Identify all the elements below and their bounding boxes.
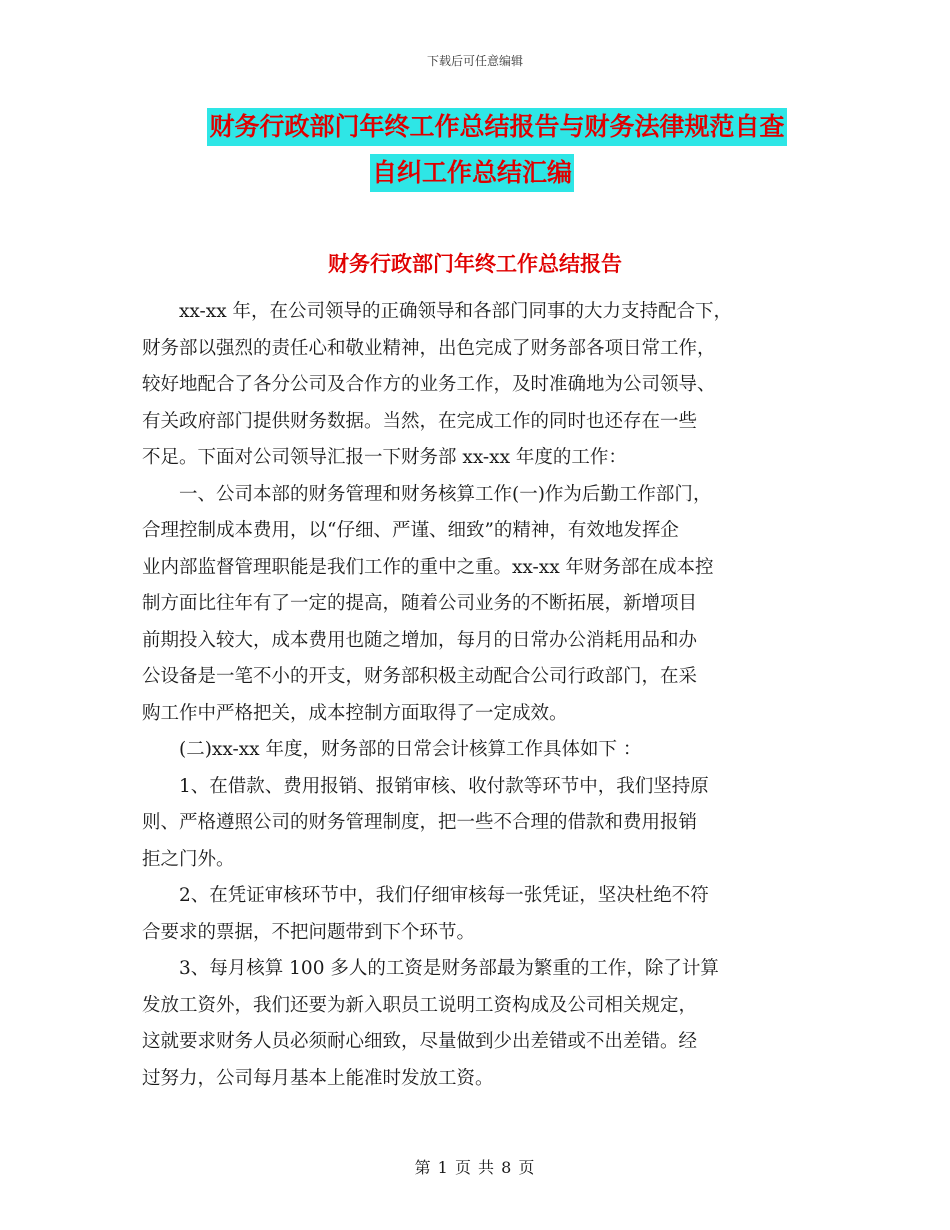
paragraph xyxy=(142,878,832,951)
page-footer: 第 1 页 共 8 页 xyxy=(414,1158,536,1177)
paragraph-line: 有关政府部门提供财务数据。当然，在完成工作的同时也还存在一些 xyxy=(142,410,698,432)
paragraph-line: 一、公司本部的财务管理和财务核算工作(一)作为后勤工作部门， xyxy=(179,483,712,505)
paragraph xyxy=(142,294,832,477)
paragraph-line: 较好地配合了各分公司及合作方的业务工作，及时准确地为公司领导、 xyxy=(142,374,716,395)
paragraph-line: 拒之门外。 xyxy=(142,848,235,870)
paragraph-line: 则、严格遵照公司的财务管理制度，把一些不合理的借款和费用报销 xyxy=(142,812,698,833)
paragraph xyxy=(142,951,832,1097)
paragraph-line: (二)xx-xx 年度，财务部的日常会计核算工作具体如下 ： xyxy=(179,739,642,760)
paragraph-line: 财务部以强烈的责任心和敬业精神，出色完成了财务部各项日常工作， xyxy=(142,337,716,359)
paragraph xyxy=(142,477,832,733)
paragraph-line: 合理控制成本费用，以“仔细、严谨、细致”的精神，有效地发挥企 xyxy=(142,520,679,541)
paragraph-line: 3、每月核算 100 多人的工资是财务部最为繁重的工作，除了计算 xyxy=(179,958,719,979)
title-line-1: 财务行政部门年终工作总结报告与财务法律规范自查 xyxy=(207,108,786,146)
paragraph xyxy=(142,769,832,879)
paragraph-line: 合要求的票据，不把问题带到下个环节。 xyxy=(142,921,476,943)
section-title: 财务行政部门年终工作总结报告 xyxy=(328,252,622,276)
document-title xyxy=(0,108,950,192)
title-line-2: 自纠工作总结汇编 xyxy=(370,154,574,192)
paragraph-line: 不足。下面对公司领导汇报一下财务部 xx-xx 年度的工作： xyxy=(142,447,627,468)
paragraph-line: 这就要求财务人员必须耐心细致，尽量做到少出差错或不出差错。经 xyxy=(142,1031,698,1052)
paragraph-line: 2、在凭证审核环节中，我们仔细审核每一张凭证，坚决杜绝不符 xyxy=(179,885,709,906)
paragraph-line: 1、在借款、费用报销、报销审核、收付款等环节中，我们坚持原 xyxy=(179,775,709,797)
paragraph-line: 公设备是一笔不小的开支，财务部积极主动配合公司行政部门，在采 xyxy=(142,666,698,687)
paragraph-line: 过努力，公司每月基本上能准时发放工资。 xyxy=(142,1067,494,1089)
page-header: 下载后可任意编辑 xyxy=(426,54,523,68)
document-body xyxy=(142,294,832,1097)
paragraph-line: 发放工资外，我们还要为新入职员工说明工资构成及公司相关规定， xyxy=(142,994,698,1016)
paragraph-line: 前期投入较大，成本费用也随之增加，每月的日常办公消耗用品和办 xyxy=(142,629,698,651)
paragraph-line: 制方面比往年有了一定的提高，随着公司业务的不断拓展，新增项目 xyxy=(142,593,698,614)
paragraph-line: 业内部监督管理职能是我们工作的重中之重。xx-xx 年财务部在成本控 xyxy=(142,556,714,578)
paragraph-line: xx-xx 年，在公司领导的正确领导和各部门同事的大力支持配合下， xyxy=(179,301,733,322)
paragraph xyxy=(142,732,832,769)
paragraph-line: 购工作中严格把关，成本控制方面取得了一定成效。 xyxy=(142,702,568,724)
